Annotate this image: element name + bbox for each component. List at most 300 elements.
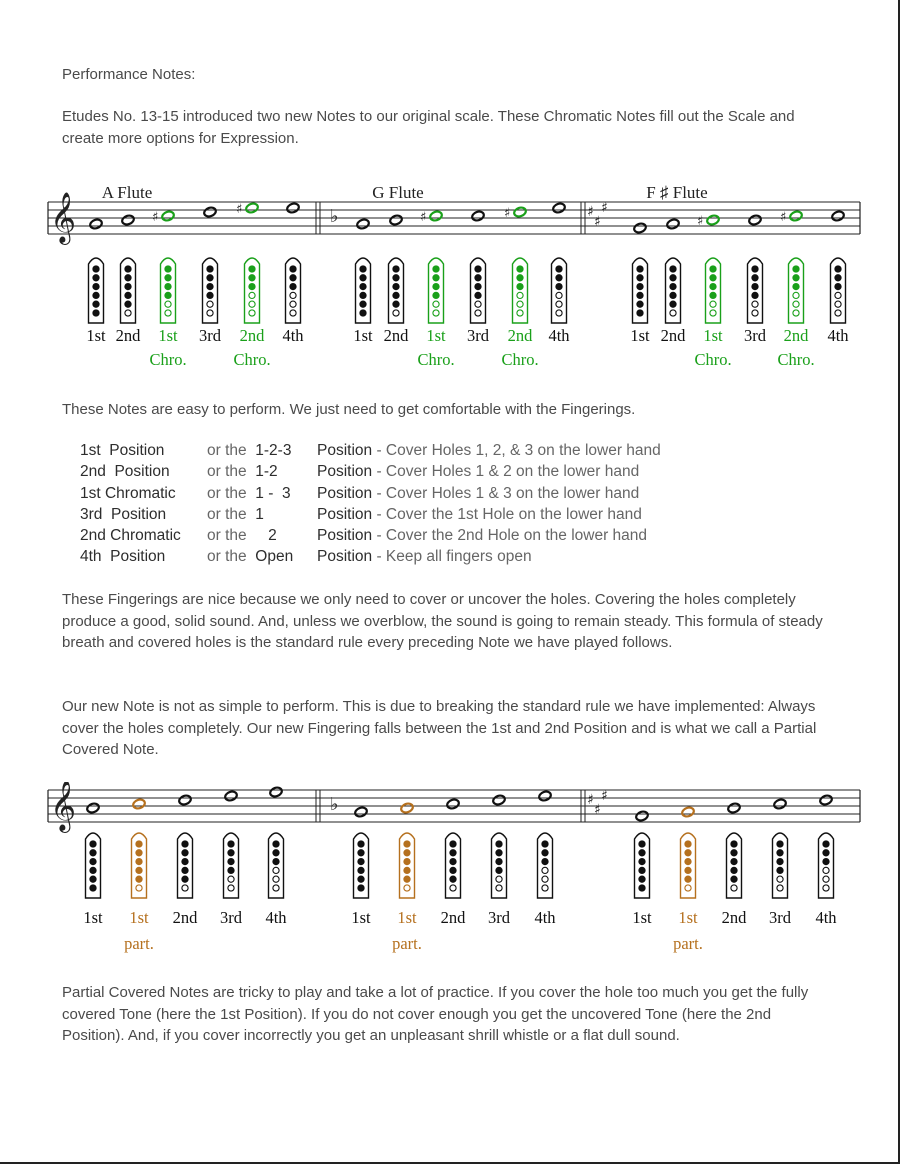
fingering-label: 4th — [548, 326, 570, 345]
whole-note — [748, 214, 762, 226]
flat-icon: ♭ — [330, 794, 339, 815]
closed-hole — [685, 859, 691, 865]
easy-notes-paragraph: These Notes are easy to perform. We just need to get comfortable with the Fingerings. — [62, 401, 636, 418]
fingering-sublabel: part. — [392, 934, 422, 953]
closed-hole — [358, 859, 364, 865]
open-hole — [517, 310, 523, 316]
fingering-label: 1st — [703, 326, 723, 345]
fingering-label: 3rd — [467, 326, 489, 345]
flute-title: A Flute — [101, 183, 153, 202]
closed-hole — [90, 876, 96, 882]
closed-hole — [360, 275, 366, 281]
open-hole — [835, 310, 841, 316]
closed-hole — [835, 275, 841, 281]
treble-clef-icon: 𝄞 — [50, 782, 77, 831]
sharp-icon: ♯ — [594, 214, 601, 230]
whole-note — [269, 786, 283, 798]
closed-hole — [93, 284, 99, 290]
intro-paragraph: Etudes No. 13-15 introduced two new Notes to our original scale. These Chromatic Notes fill out the Scale and create more options for Expression. — [62, 108, 795, 147]
closed-hole — [90, 885, 96, 891]
closed-hole — [93, 301, 99, 307]
partial-fingering-figure — [0, 782, 900, 962]
flute-title: F ♯ Flute — [646, 183, 708, 202]
open-hole — [752, 301, 758, 307]
position-description — [317, 525, 647, 546]
closed-hole — [228, 841, 234, 847]
or-the-text: or the — [207, 442, 251, 459]
closed-hole — [249, 275, 255, 281]
open-hole — [207, 301, 213, 307]
closed-hole — [125, 275, 131, 281]
whole-note — [400, 802, 414, 814]
closed-hole — [496, 850, 502, 856]
position-fingering — [207, 504, 317, 525]
description-text: - Keep all fingers open — [372, 548, 532, 566]
description-text: - Cover the 1st Hole on the lower hand — [372, 505, 642, 523]
closed-hole — [685, 876, 691, 882]
whole-note — [446, 798, 460, 810]
closed-hole — [685, 841, 691, 847]
whole-note — [86, 802, 100, 814]
whole-note — [89, 218, 103, 230]
or-the-text: or the — [207, 463, 251, 481]
closed-hole — [290, 266, 296, 272]
sharp-icon: ♯ — [601, 788, 608, 804]
open-hole — [433, 310, 439, 316]
closed-hole — [358, 850, 364, 856]
closed-hole — [93, 266, 99, 272]
position-word: Position — [317, 484, 373, 502]
open-hole — [249, 301, 255, 307]
fingering-label: 3rd — [744, 326, 766, 345]
description-text: - Cover Holes 1 & 3 on the lower hand — [372, 484, 640, 502]
whole-note — [132, 798, 146, 810]
position-description — [317, 504, 642, 525]
closed-hole — [228, 859, 234, 865]
whole-note — [492, 794, 506, 806]
position-name: 1st Chromatic — [80, 484, 176, 502]
closed-hole — [670, 301, 676, 307]
closed-hole — [90, 841, 96, 847]
flat-icon: ♭ — [330, 206, 339, 227]
closed-hole — [273, 841, 279, 847]
whole-note — [727, 802, 741, 814]
open-hole — [793, 292, 799, 298]
closed-hole — [93, 310, 99, 316]
sharp-icon: ♯ — [420, 210, 427, 225]
closed-hole — [710, 275, 716, 281]
closed-hole — [207, 284, 213, 290]
whole-note — [633, 222, 647, 234]
open-hole — [273, 885, 279, 891]
fingering-label: 2nd — [115, 326, 141, 345]
open-hole — [710, 301, 716, 307]
fingering-label: 3rd — [769, 908, 791, 927]
position-row — [80, 546, 661, 567]
closed-hole — [136, 867, 142, 873]
fingering-label: 1st — [397, 908, 417, 927]
sharp-icon: ♯ — [504, 206, 511, 221]
open-hole — [670, 310, 676, 316]
whole-note — [831, 210, 845, 222]
closed-hole — [710, 266, 716, 272]
closed-hole — [556, 284, 562, 290]
sharp-icon: ♯ — [587, 792, 594, 808]
closed-hole — [637, 266, 643, 272]
open-hole — [450, 885, 456, 891]
closed-hole — [685, 850, 691, 856]
closed-hole — [165, 284, 171, 290]
fingering-label: 2nd — [239, 326, 265, 345]
closed-hole — [752, 292, 758, 298]
open-hole — [249, 292, 255, 298]
closed-hole — [165, 292, 171, 298]
closed-hole — [450, 850, 456, 856]
closed-hole — [556, 275, 562, 281]
whole-note — [224, 790, 238, 802]
closed-hole — [207, 275, 213, 281]
closed-hole — [685, 867, 691, 873]
closed-hole — [793, 284, 799, 290]
closed-hole — [637, 310, 643, 316]
closed-hole — [404, 876, 410, 882]
closed-hole — [517, 284, 523, 290]
fingering-chart-chromatic — [0, 178, 900, 378]
open-hole — [556, 301, 562, 307]
position-row — [80, 525, 661, 546]
closed-hole — [517, 275, 523, 281]
fingering-sublabel: Chro. — [233, 350, 271, 369]
fingering-code: 1-2-3 — [255, 442, 292, 459]
closed-hole — [777, 850, 783, 856]
closed-hole — [639, 850, 645, 856]
flute-title: G Flute — [372, 183, 424, 202]
fingering-chart-partial — [0, 782, 900, 962]
closed-hole — [360, 284, 366, 290]
fingering-code: 1 — [255, 505, 264, 523]
open-hole — [290, 301, 296, 307]
fingering-label: 4th — [265, 908, 287, 927]
fingering-label: 1st — [632, 908, 652, 927]
open-hole — [517, 292, 523, 298]
sharp-icon: ♯ — [587, 204, 594, 220]
sharp-icon: ♯ — [236, 202, 243, 217]
whole-note — [356, 218, 370, 230]
position-name: 3rd Position — [80, 505, 167, 523]
open-hole — [228, 885, 234, 891]
closed-hole — [93, 275, 99, 281]
fingering-sublabel: part. — [673, 934, 703, 953]
closed-hole — [207, 266, 213, 272]
closed-hole — [90, 867, 96, 873]
closed-hole — [136, 850, 142, 856]
closed-hole — [793, 266, 799, 272]
closed-hole — [249, 266, 255, 272]
closed-hole — [228, 867, 234, 873]
closed-hole — [542, 859, 548, 865]
open-hole — [752, 310, 758, 316]
or-the-text: or the — [207, 548, 251, 566]
fingering-label: 2nd — [172, 908, 198, 927]
whole-note — [471, 210, 485, 222]
closed-hole — [450, 876, 456, 882]
position-description — [317, 483, 639, 504]
whole-note — [389, 214, 403, 226]
closed-hole — [793, 275, 799, 281]
whole-note — [513, 206, 527, 218]
open-hole — [542, 867, 548, 873]
closed-hole — [393, 266, 399, 272]
closed-hole — [777, 867, 783, 873]
open-hole — [835, 301, 841, 307]
fingering-label: 3rd — [220, 908, 242, 927]
closed-hole — [136, 841, 142, 847]
open-hole — [777, 885, 783, 891]
whole-note — [635, 810, 649, 822]
closed-hole — [404, 841, 410, 847]
closed-hole — [731, 876, 737, 882]
closed-hole — [404, 859, 410, 865]
position-row — [80, 461, 661, 482]
position-description — [317, 546, 532, 567]
positions-table — [80, 440, 661, 568]
fingerings-paragraph: These Fingerings are nice because we only need to cover or uncover the holes. Covering the holes completely produce a good, solid sound. And, unless we overblow, the sound is going to remain steady. This formula of steady breath and covered holes is the standard rule every preceding Note we have played follows. — [62, 591, 823, 651]
closed-hole — [290, 275, 296, 281]
whole-note — [538, 790, 552, 802]
fingering-label: 2nd — [783, 326, 809, 345]
performance-notes-heading: Performance Notes: — [62, 66, 196, 83]
closed-hole — [182, 859, 188, 865]
fingering-label: 1st — [426, 326, 446, 345]
fingering-label: 1st — [678, 908, 698, 927]
closed-hole — [360, 301, 366, 307]
fingering-sublabel: Chro. — [694, 350, 732, 369]
position-fingering — [207, 546, 317, 567]
closed-hole — [637, 275, 643, 281]
closed-hole — [182, 850, 188, 856]
whole-note — [203, 206, 217, 218]
fingering-label: 2nd — [660, 326, 686, 345]
closed-hole — [823, 841, 829, 847]
position-fingering — [207, 483, 317, 504]
sharp-icon: ♯ — [594, 802, 601, 818]
open-hole — [207, 310, 213, 316]
fingering-label: 4th — [815, 908, 837, 927]
position-name: 2nd Chromatic — [80, 527, 181, 545]
position-row — [80, 440, 661, 461]
open-hole — [182, 885, 188, 891]
whole-note — [666, 218, 680, 230]
fingering-label: 1st — [83, 908, 103, 927]
whole-note — [429, 210, 443, 222]
fingering-label: 1st — [129, 908, 149, 927]
sharp-icon: ♯ — [152, 210, 159, 225]
fingering-sublabel: Chro. — [149, 350, 187, 369]
open-hole — [777, 876, 783, 882]
open-hole — [290, 310, 296, 316]
fingering-label: 4th — [534, 908, 556, 927]
closed-hole — [273, 850, 279, 856]
whole-note — [161, 210, 175, 222]
whole-note — [245, 202, 259, 214]
closed-hole — [542, 850, 548, 856]
open-hole — [125, 310, 131, 316]
sharp-icon: ♯ — [601, 200, 608, 216]
position-fingering — [207, 461, 317, 482]
open-hole — [165, 310, 171, 316]
closed-hole — [165, 275, 171, 281]
new-note-paragraph: Our new Note is not as simple to perform. This is due to breaking the standard rule we have implemented: Always cover the holes completely. Our new Fingering falls between the 1st and 2nd Position and is what we call a Partial Covered Note. — [62, 698, 817, 758]
whole-note — [706, 214, 720, 226]
fingering-label: 1st — [353, 326, 373, 345]
position-fingering — [207, 440, 317, 461]
closed-hole — [433, 275, 439, 281]
closed-hole — [165, 266, 171, 272]
open-hole — [273, 876, 279, 882]
fingering-label: 3rd — [199, 326, 221, 345]
closed-hole — [360, 292, 366, 298]
closed-hole — [496, 867, 502, 873]
closed-hole — [93, 292, 99, 298]
closed-hole — [670, 266, 676, 272]
fingering-label: 3rd — [488, 908, 510, 927]
open-hole — [710, 310, 716, 316]
closed-hole — [136, 859, 142, 865]
open-hole — [793, 310, 799, 316]
open-hole — [136, 885, 142, 891]
closed-hole — [475, 292, 481, 298]
closed-hole — [731, 867, 737, 873]
closed-hole — [710, 284, 716, 290]
position-name: 1st Position — [80, 442, 165, 459]
fingering-label: 2nd — [440, 908, 466, 927]
closed-hole — [182, 867, 188, 873]
open-hole — [496, 885, 502, 891]
or-the-text: or the — [207, 527, 251, 545]
fingering-label: 2nd — [507, 326, 533, 345]
closed-hole — [542, 841, 548, 847]
closed-hole — [393, 301, 399, 307]
open-hole — [685, 885, 691, 891]
whole-note — [819, 794, 833, 806]
open-hole — [731, 885, 737, 891]
fingering-code: 1-2 — [255, 463, 278, 481]
position-description — [317, 461, 639, 482]
closed-hole — [752, 275, 758, 281]
open-hole — [793, 301, 799, 307]
closed-hole — [731, 841, 737, 847]
closed-hole — [360, 266, 366, 272]
fingering-label: 1st — [158, 326, 178, 345]
fingering-label: 1st — [630, 326, 650, 345]
partial-notes-paragraph: Partial Covered Notes are tricky to play and take a lot of practice. If you cover the hole too much you get the fully covered Tone (here the 1st Position). If you do not cover enough you get the uncovered Tone (here the 2nd Position). And, if you cover incorrectly you get an unpleasant shrill whistle or a flat dull sound. — [62, 984, 809, 1044]
closed-hole — [90, 859, 96, 865]
position-description — [317, 440, 661, 461]
whole-note — [354, 806, 368, 818]
fingering-sublabel: Chro. — [501, 350, 539, 369]
closed-hole — [228, 850, 234, 856]
fingering-label: 4th — [827, 326, 849, 345]
closed-hole — [136, 876, 142, 882]
closed-hole — [496, 859, 502, 865]
closed-hole — [639, 876, 645, 882]
closed-hole — [639, 859, 645, 865]
whole-note — [789, 210, 803, 222]
fingering-label: 2nd — [383, 326, 409, 345]
closed-hole — [823, 859, 829, 865]
fingering-label: 1st — [86, 326, 106, 345]
closed-hole — [496, 841, 502, 847]
sharp-icon: ♯ — [697, 214, 704, 229]
closed-hole — [475, 275, 481, 281]
fingering-sublabel: part. — [124, 934, 154, 953]
closed-hole — [556, 266, 562, 272]
closed-hole — [777, 841, 783, 847]
fingering-code: Open — [255, 548, 294, 566]
position-row — [80, 483, 661, 504]
closed-hole — [393, 284, 399, 290]
closed-hole — [433, 284, 439, 290]
closed-hole — [639, 885, 645, 891]
closed-hole — [835, 266, 841, 272]
closed-hole — [639, 867, 645, 873]
closed-hole — [637, 292, 643, 298]
open-hole — [823, 885, 829, 891]
whole-note — [552, 202, 566, 214]
closed-hole — [404, 850, 410, 856]
position-word: Position — [317, 463, 373, 481]
closed-hole — [823, 850, 829, 856]
position-word: Position — [317, 527, 373, 545]
description-text: - Cover the 2nd Hole on the lower hand — [372, 527, 648, 545]
closed-hole — [670, 284, 676, 290]
closed-hole — [637, 284, 643, 290]
closed-hole — [358, 885, 364, 891]
closed-hole — [731, 850, 737, 856]
whole-note — [681, 806, 695, 818]
closed-hole — [450, 841, 456, 847]
open-hole — [835, 292, 841, 298]
closed-hole — [125, 266, 131, 272]
closed-hole — [393, 275, 399, 281]
open-hole — [393, 310, 399, 316]
sharp-icon: ♯ — [780, 210, 787, 225]
closed-hole — [360, 310, 366, 316]
open-hole — [823, 867, 829, 873]
closed-hole — [273, 859, 279, 865]
open-hole — [542, 885, 548, 891]
or-the-text: or the — [207, 505, 251, 523]
open-hole — [517, 301, 523, 307]
closed-hole — [731, 859, 737, 865]
fingering-sublabel: Chro. — [777, 350, 815, 369]
position-word: Position — [317, 505, 373, 523]
open-hole — [475, 301, 481, 307]
closed-hole — [393, 292, 399, 298]
closed-hole — [249, 284, 255, 290]
closed-hole — [125, 292, 131, 298]
closed-hole — [433, 266, 439, 272]
closed-hole — [710, 292, 716, 298]
open-hole — [556, 292, 562, 298]
closed-hole — [290, 284, 296, 290]
whole-note — [773, 798, 787, 810]
closed-hole — [475, 266, 481, 272]
or-the-text: or the — [207, 484, 251, 502]
open-hole — [290, 292, 296, 298]
closed-hole — [752, 284, 758, 290]
closed-hole — [358, 867, 364, 873]
